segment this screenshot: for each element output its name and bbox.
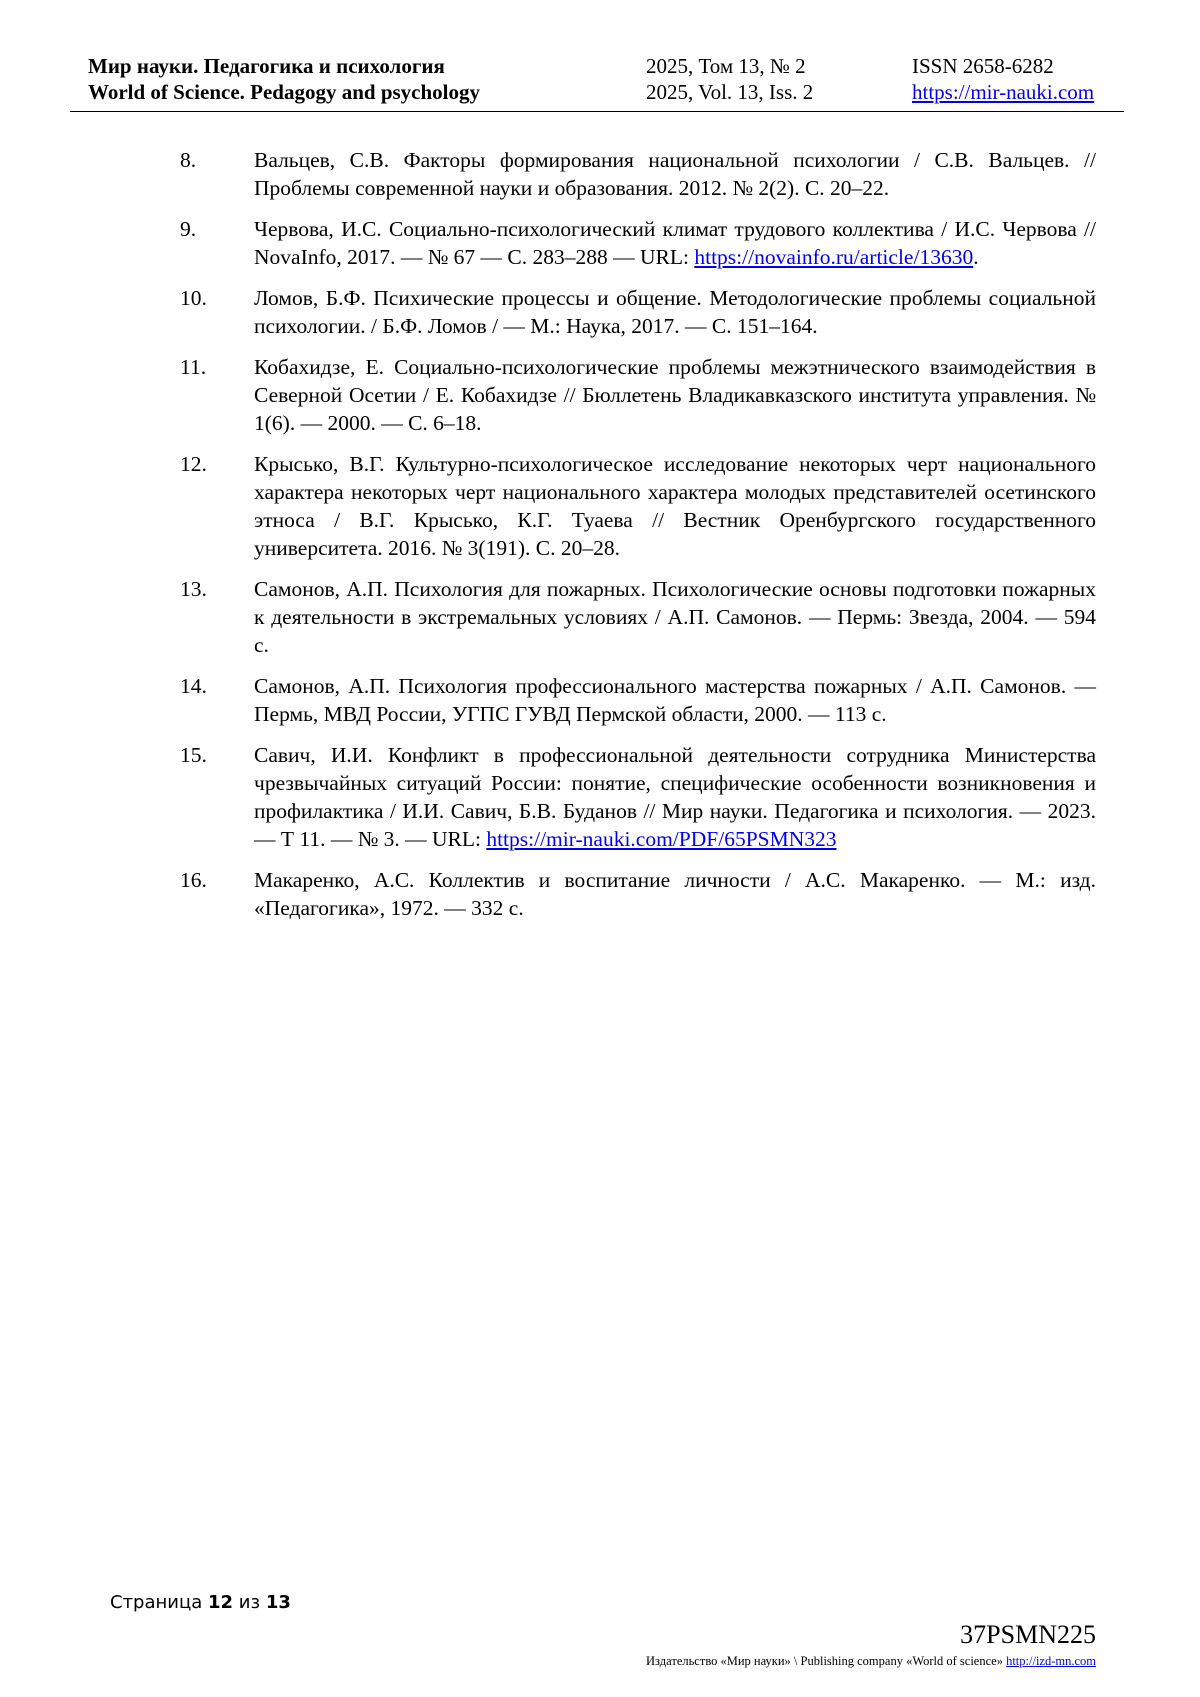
- reference-text: Самонов, А.П. Психология профессионального мастерства пожарных / А.П. Самонов. — Пермь, МВД России, УГПС ГУВД Пермской области, 2000. — 113 с.: [254, 674, 1096, 726]
- reference-number: 14.: [180, 674, 207, 698]
- reference-body: [254, 146, 1096, 202]
- reference-number: 10.: [180, 286, 207, 310]
- reference-item: [180, 284, 1096, 340]
- publisher-line: [646, 1654, 1096, 1669]
- reference-text: Вальцев, С.В. Факторы формирования национальной психологии / С.В. Вальцев. // Проблемы современной науки и образования. 2012. № 2(2). С. 20–22.: [254, 148, 1096, 200]
- reference-item: [180, 672, 1096, 728]
- reference-item: [180, 741, 1096, 853]
- reference-body: [254, 672, 1096, 728]
- header-divider: [70, 111, 1124, 112]
- reference-tail: .: [973, 245, 979, 269]
- site-link-wrap: [912, 78, 1094, 106]
- page-number: [110, 1592, 291, 1613]
- reference-text: Савич, И.И. Конфликт в профессиональной деятельности сотрудника Министерства чрезвычайных ситуаций России: понятие, специфические особенности возникновения и профилактика / И.И. Савич, Б.В. Буданов // Мир науки. Педагогика и психология. — 2023. — Т 11. — № 3. — URL:: [254, 743, 1096, 851]
- reference-item: [180, 146, 1096, 202]
- journal-title-ru: Мир науки. Педагогика и психология: [88, 54, 445, 78]
- reference-text: Крысько, В.Г. Культурно-психологическое исследование некоторых черт национального характера некоторых черт национального характера молодых представителей осетинского этноса / В.Г. Крысько, К.Г. Туаева // Вестник Оренбургского государственного университета. 2016. № 3(191). С. 20–28.: [254, 452, 1096, 560]
- reference-body: [254, 575, 1096, 659]
- page-of-label: из: [238, 1592, 261, 1613]
- page-header: [88, 52, 1120, 112]
- reference-text: Ломов, Б.Ф. Психические процессы и общение. Методологические проблемы социальной психологии. / Б.Ф. Ломов / — М.: Наука, 2017. — С. 151–164.: [254, 286, 1096, 338]
- issue-info-en: 2025, Vol. 13, Iss. 2: [646, 80, 814, 104]
- reference-body: [254, 215, 1096, 271]
- reference-list: [180, 146, 1096, 935]
- page-current: 12: [208, 1592, 234, 1613]
- reference-item: [180, 215, 1096, 271]
- reference-item: [180, 866, 1096, 922]
- reference-item: [180, 353, 1096, 437]
- publisher-text: Издательство «Мир науки» \ Publishing company «World of science»: [646, 1654, 1007, 1668]
- reference-text: Червова, И.С. Социально-психологический климат трудового коллектива / И.С. Червова // NovaInfo, 2017. — № 67 — С. 283–288 — URL:: [254, 217, 1096, 269]
- site-link[interactable]: https://mir-nauki.com: [912, 80, 1095, 104]
- page-total: 13: [265, 1592, 291, 1613]
- reference-body: [254, 353, 1096, 437]
- reference-body: [254, 866, 1096, 922]
- reference-number: 9.: [180, 217, 197, 241]
- reference-number: 11.: [180, 355, 207, 379]
- reference-number: 15.: [180, 743, 207, 767]
- article-code: 37PSMN225: [960, 1620, 1096, 1649]
- reference-number: 16.: [180, 868, 207, 892]
- issue-info-ru: 2025, Том 13, № 2: [646, 54, 806, 78]
- reference-body: [254, 284, 1096, 340]
- reference-number: 8.: [180, 148, 197, 172]
- reference-item: [180, 575, 1096, 659]
- issn: ISSN 2658-6282: [912, 54, 1054, 78]
- journal-title-en: World of Science. Pedagogy and psychology: [88, 80, 481, 104]
- reference-body: [254, 741, 1096, 853]
- reference-text: Кобахидзе, Е. Социально-психологические проблемы межэтнического взаимодействия в Северной Осетии / Е. Кобахидзе // Бюллетень Владикавказского института управления. № 1(6). — 2000. — С. 6–18.: [254, 355, 1096, 435]
- page-label: Страница: [110, 1592, 203, 1613]
- reference-link[interactable]: https://novainfo.ru/article/13630: [694, 245, 974, 269]
- reference-text: Макаренко, А.С. Коллектив и воспитание личности / А.С. Макаренко. — М.: изд. «Педагогика», 1972. — 332 с.: [254, 868, 1096, 920]
- publisher-link[interactable]: http://izd-mn.com: [1006, 1654, 1096, 1668]
- reference-number: 13.: [180, 577, 207, 601]
- reference-link[interactable]: https://mir-nauki.com/PDF/65PSMN323: [486, 827, 837, 851]
- reference-number: 12.: [180, 452, 207, 476]
- reference-text: Самонов, А.П. Психология для пожарных. Психологические основы подготовки пожарных к деятельности в экстремальных условиях / А.П. Самонов. — Пермь: Звезда, 2004. — 594 с.: [254, 577, 1096, 657]
- reference-item: [180, 450, 1096, 562]
- reference-body: [254, 450, 1096, 562]
